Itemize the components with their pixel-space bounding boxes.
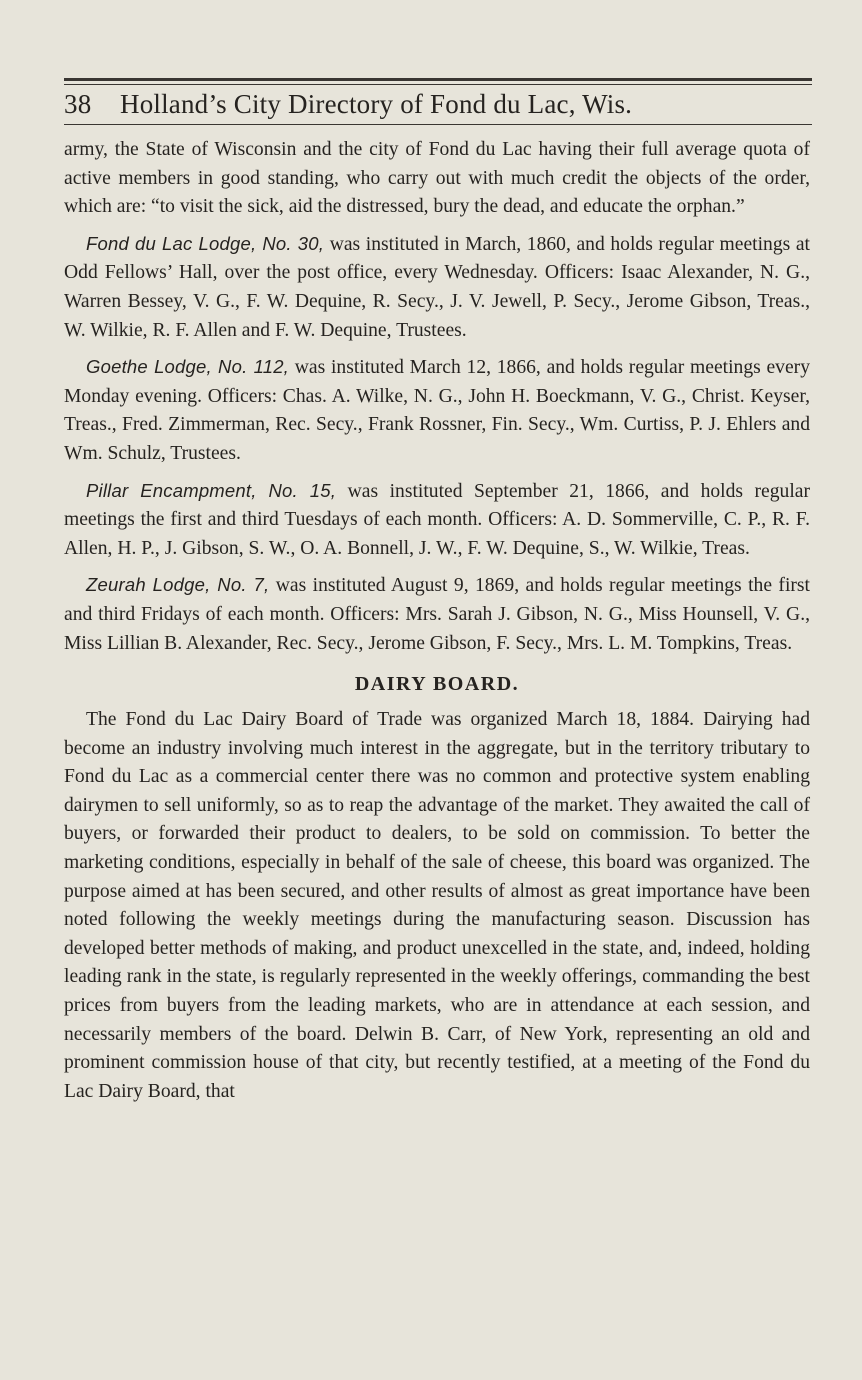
lodge-description: was instituted August 9, 1869, and holds regular meetings the first and third Fridays of each month. Officers: Mrs. Sarah J. Gibson, N. G., Miss Hounsell, V. G., Miss Lillian B. Alexander, Rec. Secy., Jerome Gibson, F. Secy., Mrs. L. M. Tompkins, Treas.	[64, 575, 810, 654]
lodge-description: was instituted March 12, 1866, and holds regular meetings every Monday evening. Officers: Chas. A. Wilke, N. G., John H. Boeckmann, V. G., Christ. Keyser, Treas., Fred. Zimmerman, Rec. Secy., Frank Rossner, Fin. Secy., Wm. Curtiss, P. J. Ehlers and Wm. Schulz, Trustees.	[64, 357, 810, 464]
dairy-board-paragraph: The Fond du Lac Dairy Board of Trade was organized March 18, 1884. Dairying had become an industry involving much interest in the aggregate, but in the territory tributary to Fond du Lac as a commercial center there was no common and protective system enabling dairymen to sell uniformly, so as to reap the advantage of the market. They awaited the call of buyers, or forwarded their product to dealers, to be sold on commission. To better the marketing conditions, especially in behalf of the sale of cheese, this board was organized. The purpose aimed at has been secured, and other results of almost as great importance have been noted following the weekly meetings during the manufacturing season. Discussion has developed better methods of making, and product unexcelled in the state, and, indeed, holding leading rank in the state, is regularly represented in the weekly offerings, commanding the best prices from buyers from the leading markets, who are in attendance at each session, and necessarily members of the board. Delwin B. Carr, of New York, representing an old and prominent commission house of that city, but recently testified, at a meeting of the Fond du Lac Dairy Board, that	[64, 709, 810, 1102]
lodge-paragraph-pillar	[64, 477, 810, 564]
lodge-paragraph-zeurah	[64, 571, 810, 658]
header-rule-thick	[64, 78, 812, 81]
header-rule-thin	[64, 84, 812, 85]
page-number: 38	[64, 89, 92, 119]
running-header	[64, 86, 812, 122]
header-underline	[64, 124, 812, 125]
lodge-name: Goethe Lodge, No. 112,	[86, 356, 290, 378]
intro-continuation: army, the State of Wisconsin and the city of Fond du Lac having their full average quota of active members in good standing, who carry out with much credit the objects of the order, which are: “to visit the sick, aid the distressed, bury the dead, and educate the orphan.”	[64, 139, 810, 218]
lodge-name: Pillar Encampment, No. 15,	[86, 479, 337, 501]
running-title: Holland’s City Directory of Fond du Lac, Wis.	[120, 89, 633, 119]
page-body	[64, 136, 810, 1106]
lodge-name: Zeurah Lodge, No. 7,	[86, 574, 270, 596]
lodge-name: Fond du Lac Lodge, No. 30,	[86, 232, 325, 254]
section-heading: DAIRY BOARD.	[354, 673, 520, 696]
lodge-description: was instituted in March, 1860, and holds regular meetings at Odd Fellows’ Hall, over the post office, every Wednesday. Officers: Isaac Alexander, N. G., Warren Bessey, V. G., F. W. Dequine, R. Secy., J. V. Jewell, P. Secy., Jerome Gibson, Treas., W. Wilkie, R. F. Allen and F. W. Dequine, Trustees.	[64, 233, 810, 341]
lodge-paragraph-fond-du-lac	[64, 230, 810, 345]
lodge-description: was instituted September 21, 1866, and holds regular meetings the first and third Tuesdays of each month. Officers: A. D. Sommerville, C. P., R. F. Allen, H. P., J. Gibson, S. W., O. A. Bonnell, J. W., F. W. Dequine, S., W. Wilkie, Treas.	[64, 480, 810, 559]
lodge-paragraph-goethe	[64, 353, 810, 468]
